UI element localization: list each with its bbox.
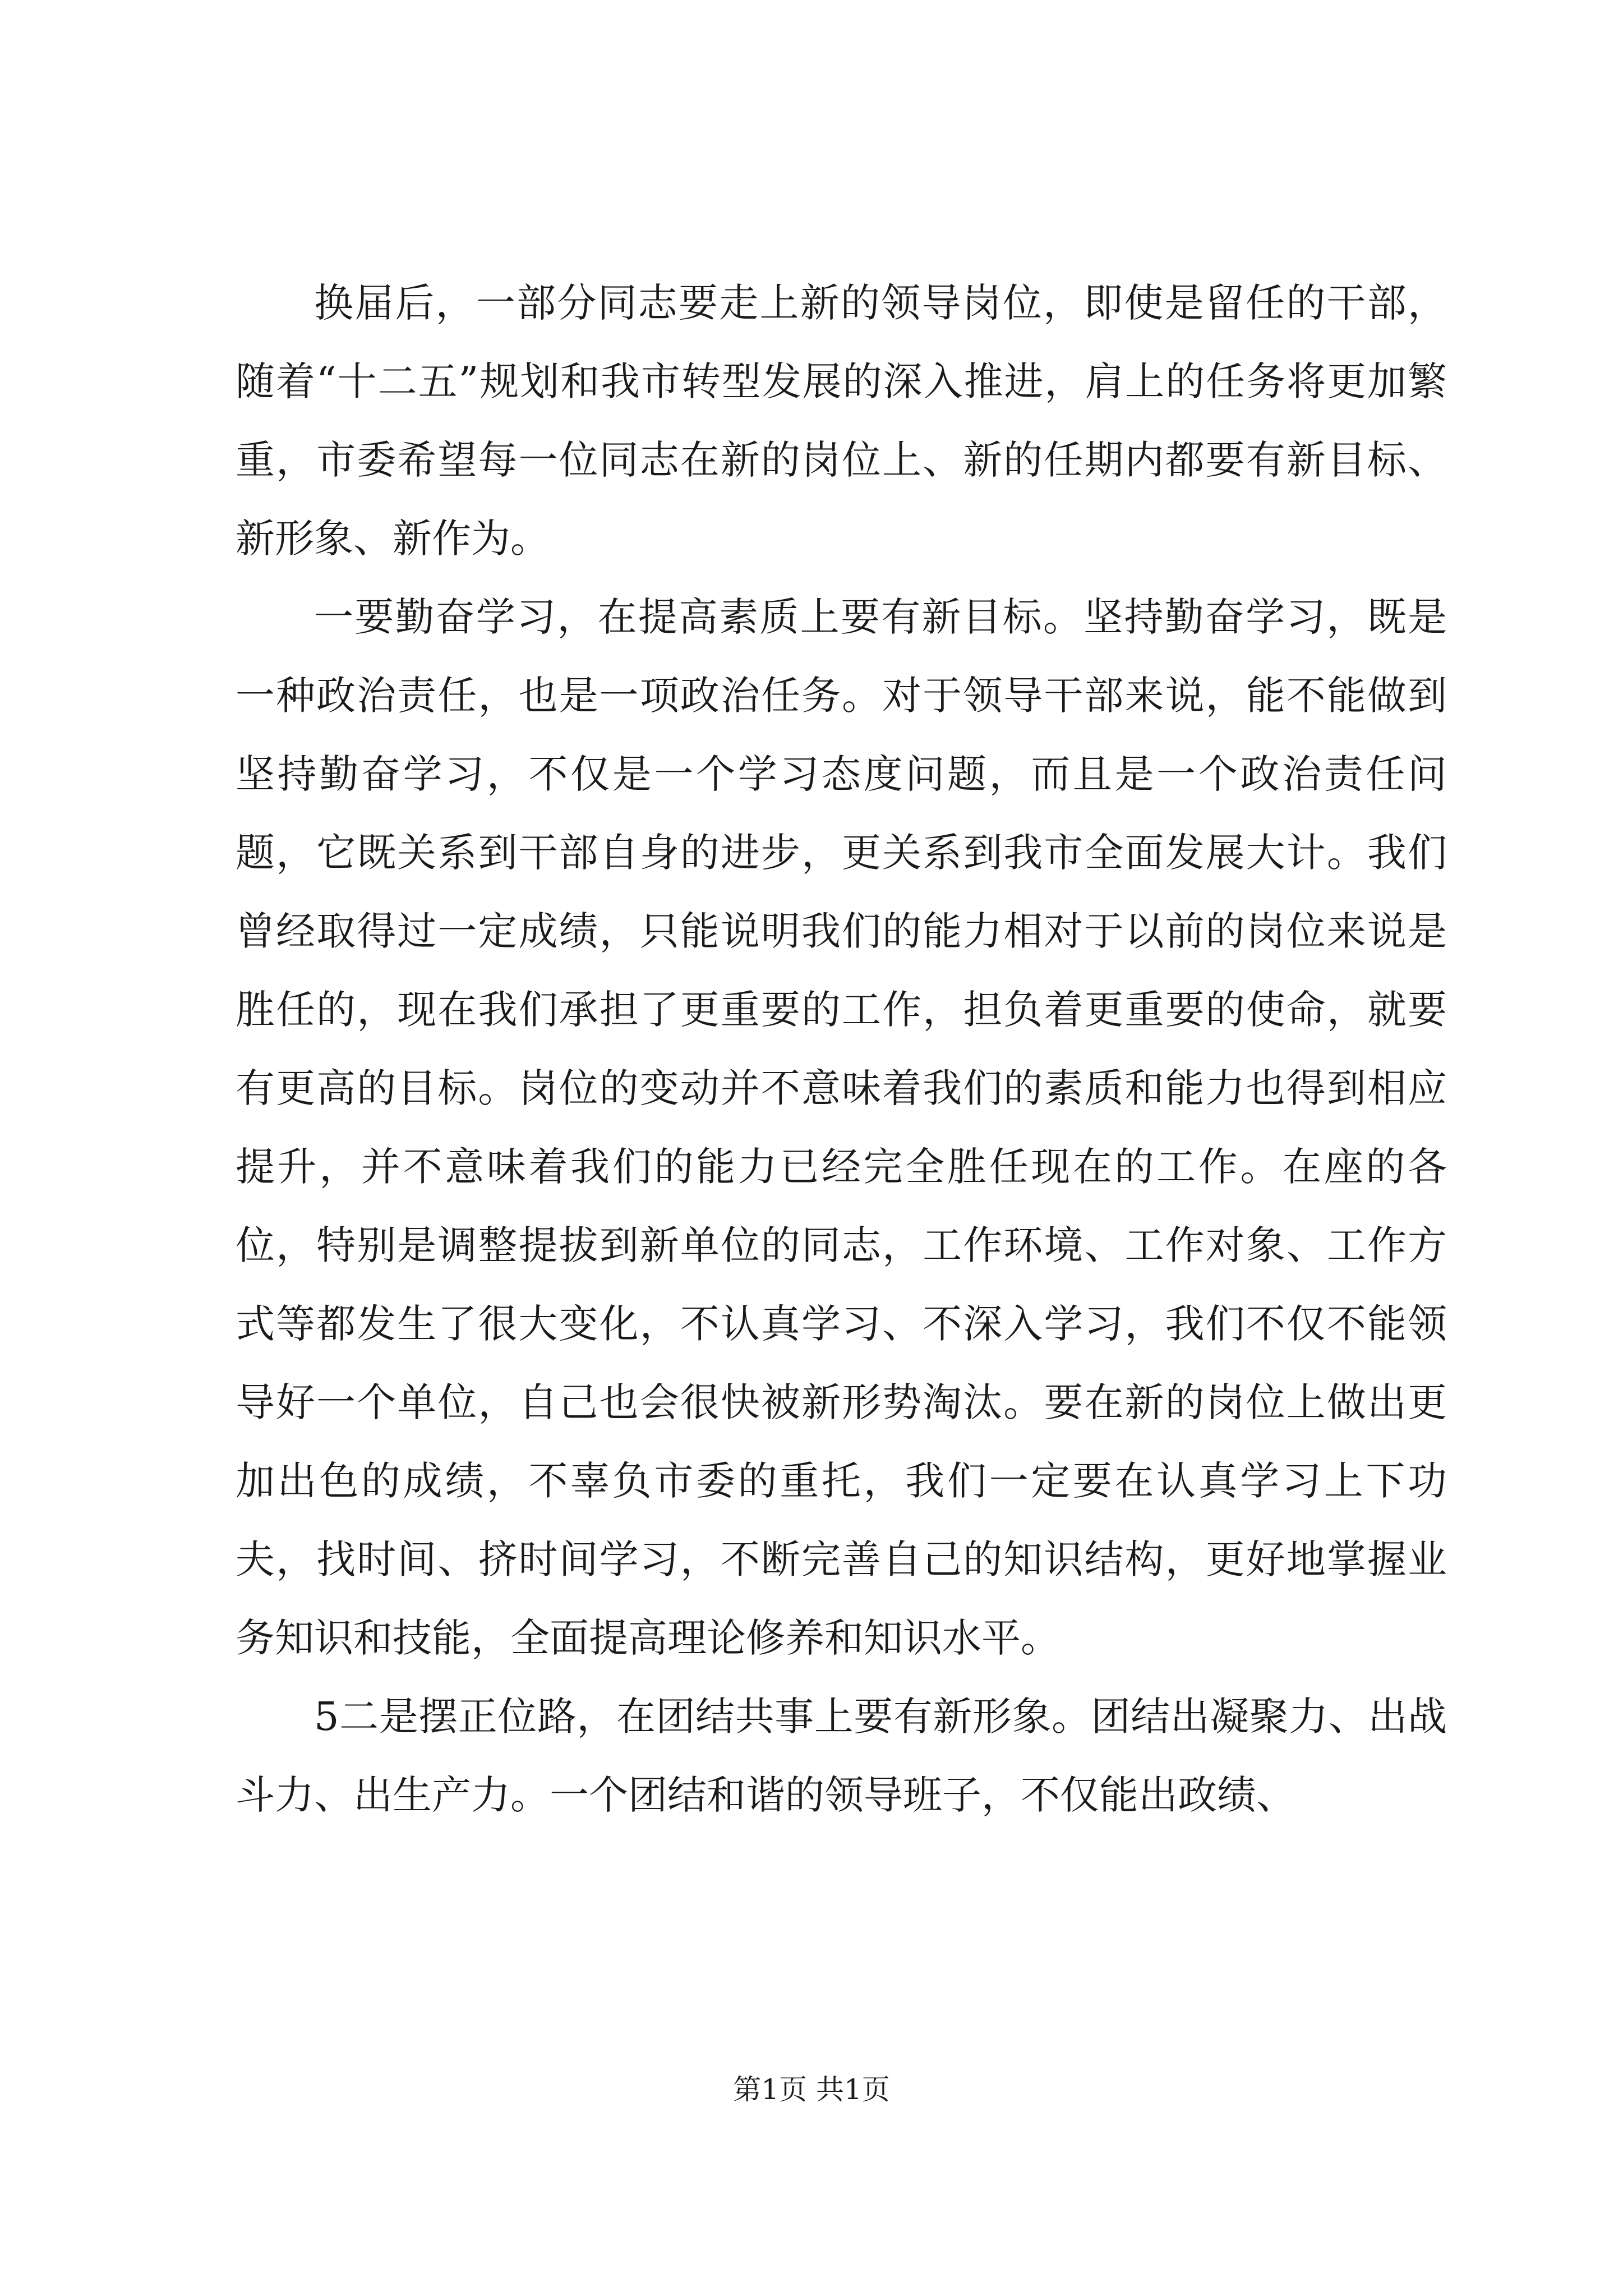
paragraph-study: 一要勤奋学习，在提高素质上要有新目标。坚持勤奋学习，既是一种政治责任，也是一项政治任务。对于领导干部来说，能不能做到坚持勤奋学习，不仅是一个学习态度问题，而且是一个政治责任问题，它既关系到干部自身的进步，更关系到我市全面发展大计。我们曾经取得过一定成绩，只能说明我们的能力相对于以前的岗位来说是胜任的，现在我们承担了更重要的工作，担负着更重要的使命，就要有更高的目标。岗位的变动并不意味着我们的素质和能力也得到相应提升，并不意味着我们的能力已经完全胜任现在的工作。在座的各位，特别是调整提拔到新单位的同志，工作环境、工作对象、工作方式等都发生了很大变化，不认真学习、不深入学习，我们不仅不能领导好一个单位，自己也会很快被新形势淘汰。要在新的岗位上做出更加出色的成绩，不辜负市委的重托，我们一定要在认真学习上下功夫，找时间、挤时间学习，不断完善自己的知识结构，更好地掌握业务知识和技能，全面提高理论修养和知识水平。 — [236, 594, 1447, 1661]
paragraph-unity: 5二是摆正位路，在团结共事上要有新形象。团结出凝聚力、出战斗力、出生产力。一个团结和谐的领导班子，不仅能出政绩、 — [236, 1694, 1447, 1818]
page-footer: 第1页 共1页 — [733, 2073, 890, 2106]
paragraph-intro: 换届后，一部分同志要走上新的领导岗位，即使是留任的干部，随着“十二五”规划和我市转型发展的深入推进，肩上的任务将更加繁重，市委希望每一位同志在新的岗位上、新的任期内都要有新目标、新形象、新作为。 — [236, 280, 1447, 562]
document-body — [236, 264, 1447, 1834]
